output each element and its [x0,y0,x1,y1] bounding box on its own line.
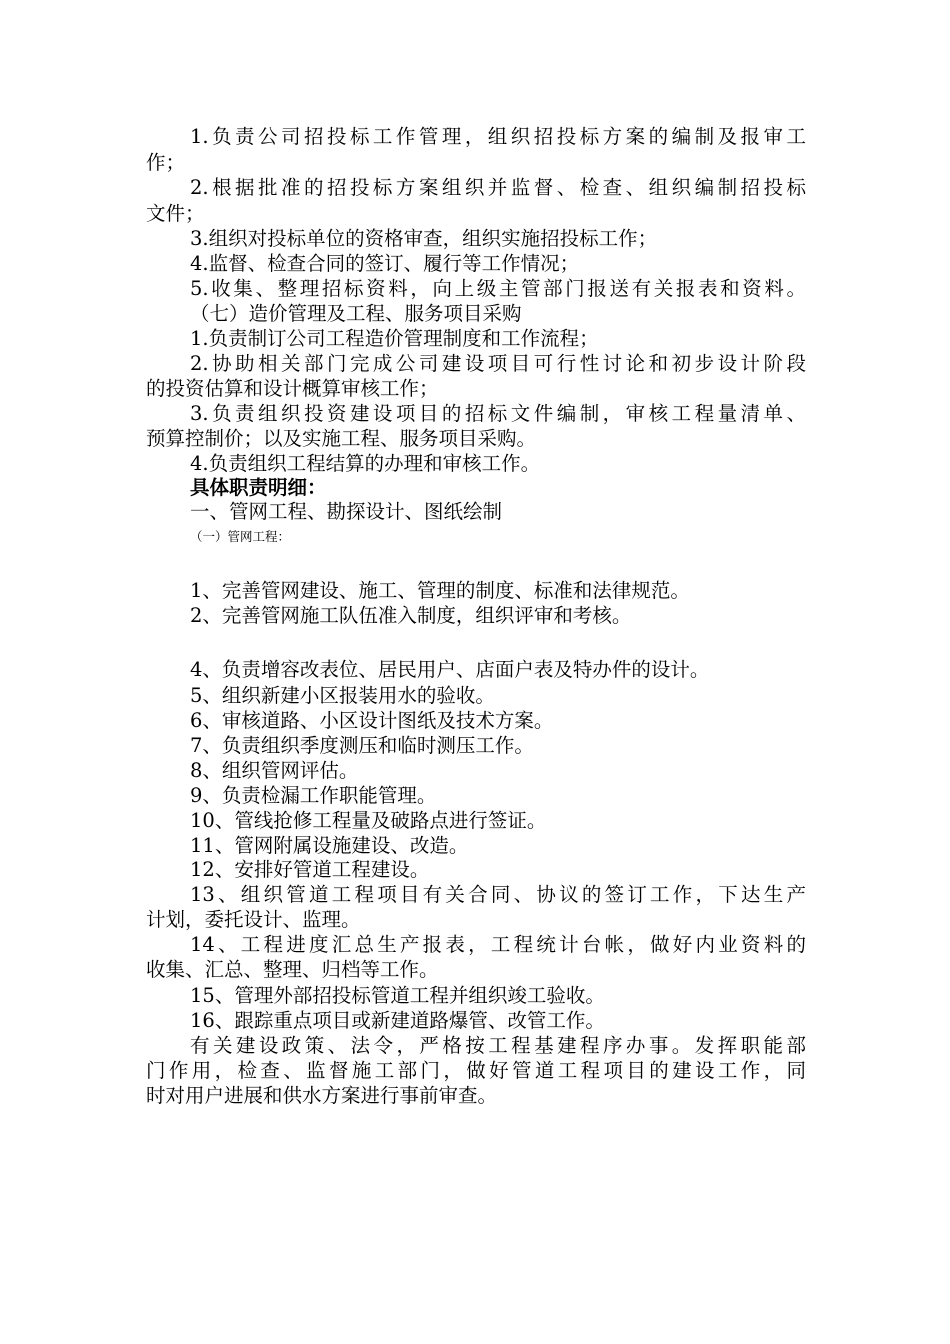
text-line: 1.负责公司招投标工作管理，组织招投标方案的编制及报审工 [190,125,806,148]
text-line: 4.监督、检查合同的签订、履行等工作情况； [190,252,580,275]
section-heading: 一、管网工程、勘探设计、图纸绘制 [190,500,503,523]
list-item: 7、负责组织季度测压和临时测压工作。 [190,734,534,757]
text-line: 2.根据批准的招投标方案组织并监督、检查、组织编制招投标 [190,176,806,199]
text-line: 5.收集、整理招标资料，向上级主管部门报送有关报表和资料。 [190,277,806,300]
list-item: 6、审核道路、小区设计图纸及技术方案。 [190,709,554,732]
list-item: 15、管理外部招投标管道工程并组织竣工验收。 [190,984,605,1007]
text-line: 3.组织对投标单位的资格审查，组织实施招投标工作； [190,227,658,250]
text-line: 的投资估算和设计概算审核工作； [146,377,439,400]
list-item: 16、跟踪重点项目或新建道路爆管、改管工作。 [190,1009,605,1032]
subsection-heading: （一）管网工程： [190,529,291,544]
text-line: 预算控制价；以及实施工程、服务项目采购。 [146,427,537,450]
list-item: 9、负责检漏工作职能管理。 [190,784,437,807]
list-item: 11、管网附属设施建设、改造。 [190,834,469,857]
text-line: 1.负责制订公司工程造价管理制度和工作流程； [190,327,599,350]
text-line: 计划，委托设计、监理。 [146,908,361,931]
text-line: 有关建设政策、法令，严格按工程基建程序办事。发挥职能部 [190,1034,806,1057]
list-item: 4、负责增容改表位、居民用户、店面户表及特办件的设计。 [190,658,710,681]
list-item: 5、组织新建小区报装用水的验收。 [190,684,495,707]
text-line: 3.负责组织投资建设项目的招标文件编制，审核工程量清单、 [190,402,806,425]
text-line: 时对用户进展和供水方案进行事前审查。 [146,1084,498,1107]
text-line: 2.协助相关部门完成公司建设项目可行性讨论和初步设计阶段 [190,352,806,375]
bold-heading: 具体职责明细： [190,476,327,499]
text-line: 4.负责组织工程结算的办理和审核工作。 [190,452,541,475]
list-item: 12、安排好管道工程建设。 [190,858,430,881]
list-item: 8、组织管网评估。 [190,759,359,782]
text-line: 门作用，检查、监督施工部门，做好管道工程项目的建设工作，同 [146,1059,806,1082]
list-item: 10、管线抢修工程量及破路点进行签证。 [190,809,547,832]
list-item: 1、完善管网建设、施工、管理的制度、标准和法律规范。 [190,579,690,602]
section-heading: （七）造价管理及工程、服务项目采购 [190,302,522,325]
text-line: 文件； [146,202,205,225]
list-item: 14、工程进度汇总生产报表，工程统计台帐，做好内业资料的 [190,933,806,956]
text-line: 收集、汇总、整理、归档等工作。 [146,958,439,981]
list-item: 2、完善管网施工队伍准入制度，组织评审和考核。 [190,604,632,627]
list-item: 13、组织管道工程项目有关合同、协议的签订工作，下达生产 [190,883,806,906]
text-line: 作； [146,151,186,174]
